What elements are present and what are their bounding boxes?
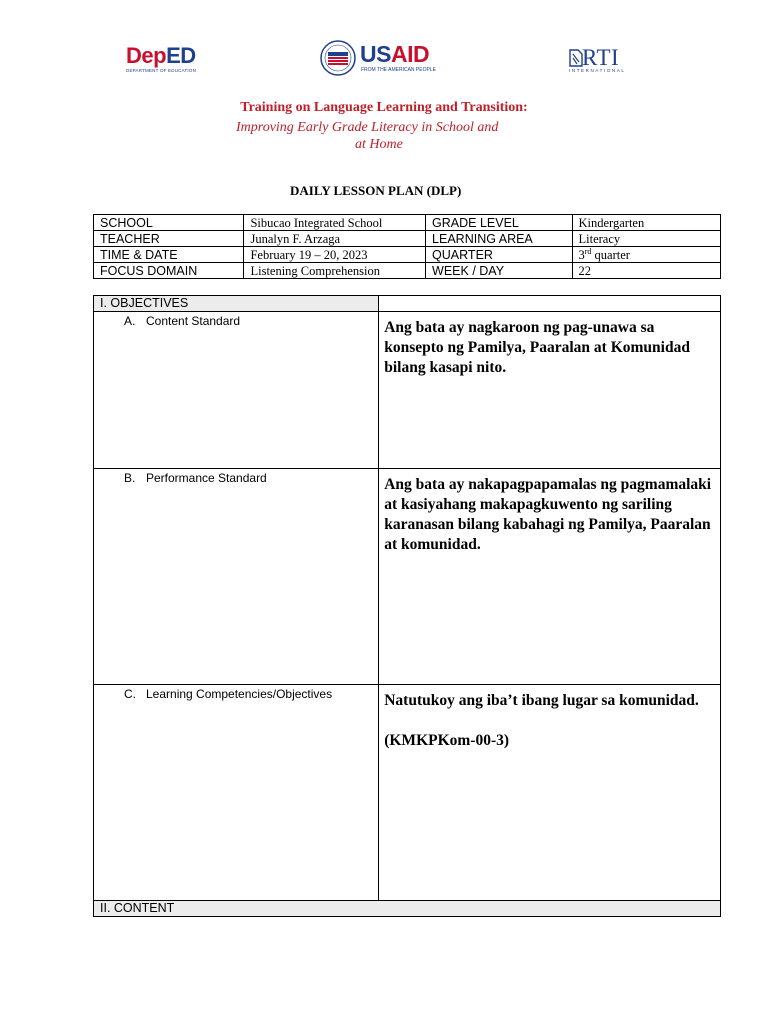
info-label-learning-area: LEARNING AREA [426, 231, 572, 247]
deped-logo-dep: Dep [126, 43, 167, 68]
info-label-week-day: WEEK / DAY [426, 263, 572, 279]
objectives-header: I. OBJECTIVES [94, 296, 379, 312]
table-row [94, 247, 721, 263]
info-value-focus-domain: Listening Comprehension [244, 263, 426, 279]
table-row [94, 685, 721, 901]
table-row [94, 469, 721, 685]
table-row [94, 901, 721, 917]
info-value-quarter [572, 247, 721, 263]
usaid-tagline: FROM THE AMERICAN PEOPLE [361, 67, 436, 73]
performance-standard-label [94, 469, 378, 485]
info-value-week-day: 22 [572, 263, 721, 279]
performance-standard-text: Ang bata ay nakapagpapamalas ng pagmamalaki at kasiyahang makapagkuwento ng sariling karanasan bilang kabahagi ng Pamilya, Paaralan at komunidad. [384, 476, 712, 553]
content-header: II. CONTENT [94, 901, 721, 917]
performance-standard-title: Performance Standard [146, 471, 267, 485]
table-row [94, 231, 721, 247]
info-label-time-date: TIME & DATE [94, 247, 244, 263]
deped-logo [126, 44, 210, 76]
content-standard-label [94, 312, 378, 328]
rti-logo-word: RTI [582, 45, 620, 70]
info-value-teacher: Junalyn F. Arzaga [244, 231, 426, 247]
info-label-teacher: TEACHER [94, 231, 244, 247]
table-row [94, 263, 721, 279]
info-value-school: Sibucao Integrated School [244, 215, 426, 231]
training-subtitle-line1: Improving Early Grade Literacy in School and [236, 120, 499, 135]
learning-competencies-title: Learning Competencies/Objectives [146, 687, 333, 701]
rti-logo [568, 46, 640, 76]
info-label-focus-domain: FOCUS DOMAIN [94, 263, 244, 279]
training-subtitle-line2: at Home [355, 137, 403, 152]
objectives-table [93, 295, 721, 917]
learning-competencies-letter: C. [124, 687, 136, 701]
table-row [94, 215, 721, 231]
objectives-header-blank [379, 296, 721, 312]
learning-competencies-text: Natutukoy ang iba’t ibang lugar sa komunidad. (KMKPKom-00-3) [379, 685, 720, 751]
usaid-logo-aid: AID [390, 41, 430, 67]
info-label-school: SCHOOL [94, 215, 244, 231]
info-value-learning-area: Literacy [572, 231, 721, 247]
content-standard-letter: A. [124, 314, 136, 328]
training-title: Training on Language Learning and Transition: [240, 100, 528, 115]
quarter-word: quarter [591, 247, 630, 262]
info-label-quarter: QUARTER [426, 247, 572, 263]
content-standard-title: Content Standard [146, 314, 241, 328]
performance-standard-letter: B. [124, 471, 136, 485]
info-value-grade-level: Kindergarten [572, 215, 721, 231]
usaid-logo [320, 40, 450, 76]
rti-logo-subtext: INTERNATIONAL [569, 68, 626, 73]
competency-code: (KMKPKom-00-3) [384, 732, 510, 749]
usaid-logo-us: US [360, 41, 391, 67]
learning-competencies-label [94, 685, 378, 701]
content-standard-text: Ang bata ay nagkaroon ng pag-unawa sa konsepto ng Pamilya, Paaralan at Komunidad bilang kasapi nito. [384, 319, 690, 376]
lesson-info-table [93, 214, 721, 279]
table-row [94, 296, 721, 312]
deped-logo-subtext: DEPARTMENT OF EDUCATION [126, 68, 197, 73]
deped-logo-ed: ED [166, 43, 196, 68]
table-row [94, 312, 721, 469]
info-label-grade-level: GRADE LEVEL [426, 215, 572, 231]
info-value-time-date: February 19 – 20, 2023 [244, 247, 426, 263]
quarter-number: 3 [578, 247, 585, 262]
usaid-seal-icon [320, 40, 356, 76]
dlp-title: DAILY LESSON PLAN (DLP) [290, 183, 462, 198]
quarter-ordinal: rd [584, 246, 592, 256]
